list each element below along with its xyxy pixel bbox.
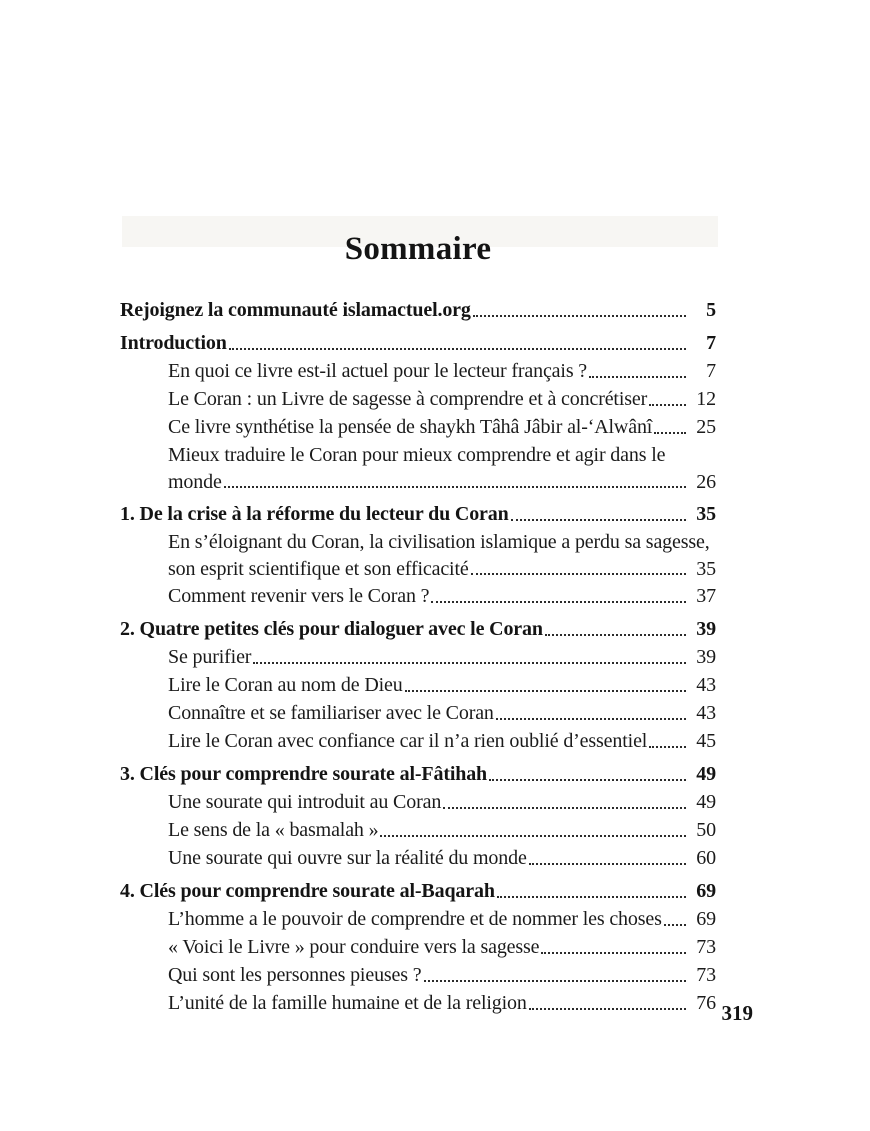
- toc-entry: [120, 933, 716, 961]
- toc-entry-page: 50: [696, 819, 716, 841]
- toc-entry-label: Introduction: [120, 332, 227, 354]
- toc-entry-label: monde: [168, 471, 222, 493]
- toc-entry-page: 69: [696, 908, 716, 930]
- toc-leader-dots: [253, 662, 686, 664]
- toc-leader-dots: [589, 376, 686, 378]
- toc-entry-label: En quoi ce livre est-il actuel pour le lecteur français ?: [168, 360, 588, 382]
- toc-entry-label: L’homme a le pouvoir de comprendre et de nommer les choses: [168, 908, 662, 930]
- toc-entry-page: 7: [706, 332, 716, 354]
- toc-entry-label: Une sourate qui introduit au Coran: [168, 791, 442, 813]
- toc-leader-dots: [224, 486, 686, 488]
- toc-entry-label: Le sens de la « basmalah »: [168, 819, 379, 841]
- toc-leader-dots: [664, 924, 686, 926]
- toc-leader-dots: [649, 746, 686, 748]
- toc-entry-label: Connaître et se familiariser avec le Coran: [168, 702, 494, 724]
- toc-entry-page: 25: [696, 416, 716, 438]
- toc-entry-label: 2. Quatre petites clés pour dialoguer avec le Coran: [120, 618, 543, 640]
- toc-entry: [120, 528, 716, 556]
- toc-leader-dots: [471, 573, 686, 575]
- toc-entry-label: Qui sont les personnes pieuses ?: [168, 964, 422, 986]
- toc-entry: [120, 699, 716, 727]
- toc-entry-page: 76: [696, 992, 716, 1014]
- toc-section-entry: [120, 500, 716, 528]
- toc-leader-dots: [511, 519, 686, 521]
- toc-entry: [120, 469, 716, 495]
- toc-section-entry: [120, 329, 716, 357]
- toc-entry: [120, 643, 716, 671]
- toc-entry-label: 4. Clés pour comprendre sourate al-Baqarah: [120, 880, 495, 902]
- toc-entry-label: Lire le Coran au nom de Dieu: [168, 674, 403, 696]
- toc-entry: [120, 556, 716, 582]
- toc-entry: [120, 441, 716, 469]
- toc-entry-label: Mieux traduire le Coran pour mieux comprendre et agir dans le: [168, 444, 666, 466]
- toc-entry: [120, 961, 716, 989]
- toc-leader-dots: [545, 634, 686, 636]
- toc-entry: [120, 816, 716, 844]
- toc-entry-page: 49: [696, 791, 716, 813]
- toc-entry-label: Ce livre synthétise la pensée de shaykh Tâhâ Jâbir al-‘Alwânî: [168, 416, 653, 438]
- page-title: Sommaire: [344, 231, 492, 268]
- toc-entry-label: 1. De la crise à la réforme du lecteur du Coran: [120, 503, 509, 525]
- toc-entry-page: 45: [696, 730, 716, 752]
- toc-entry-page: 49: [696, 763, 716, 785]
- toc-entry-page: 73: [696, 936, 716, 958]
- toc-entry-page: 12: [696, 388, 716, 410]
- toc-leader-dots: [443, 807, 686, 809]
- toc-entry-label: « Voici le Livre » pour conduire vers la sagesse: [168, 936, 540, 958]
- toc-entry: [120, 413, 716, 441]
- toc-leader-dots: [496, 718, 686, 720]
- toc-entry-label: 3. Clés pour comprendre sourate al-Fâtihah: [120, 763, 488, 785]
- toc-entry-label: Comment revenir vers le Coran ?: [168, 585, 430, 607]
- toc-entry: [120, 385, 716, 413]
- toc-entry: [120, 357, 716, 385]
- toc-entry-label: Lire le Coran avec confiance car il n’a rien oublié d’essentiel: [168, 730, 648, 752]
- toc-leader-dots: [489, 779, 686, 781]
- toc-entry-page: 60: [696, 847, 716, 869]
- toc-entry-page: 39: [696, 646, 716, 668]
- toc-section-entry: [120, 760, 716, 788]
- toc-leader-dots: [541, 952, 686, 954]
- toc-list: [120, 291, 716, 1017]
- toc-entry-label: Se purifier: [168, 646, 252, 668]
- toc-entry-page: 35: [696, 503, 716, 525]
- toc-section-entry: [120, 615, 716, 643]
- toc-leader-dots: [497, 896, 686, 898]
- toc-entry-page: 43: [696, 702, 716, 724]
- toc-entry-page: 43: [696, 674, 716, 696]
- toc-entry: [120, 727, 716, 755]
- toc-entry-page: 5: [706, 299, 716, 321]
- toc-leader-dots: [649, 404, 686, 406]
- toc-entry-page: 26: [696, 471, 716, 493]
- toc-leader-dots: [405, 690, 686, 692]
- toc-leader-dots: [431, 601, 686, 603]
- toc-entry: [120, 844, 716, 872]
- toc-entry-label: Le Coran : un Livre de sagesse à comprendre et à concrétiser: [168, 388, 648, 410]
- toc-entry-page: 39: [696, 618, 716, 640]
- folio-page-number: 319: [721, 1001, 753, 1025]
- toc-leader-dots: [229, 348, 686, 350]
- toc-section-entry: [120, 877, 716, 905]
- toc-entry: [120, 905, 716, 933]
- toc-leader-dots: [424, 980, 687, 982]
- toc-entry-page: 7: [706, 360, 716, 382]
- toc-entry-label: son esprit scientifique et son efficacité: [168, 558, 469, 580]
- toc-entry-label: Rejoignez la communauté islamactuel.org: [120, 299, 471, 321]
- toc-entry: [120, 788, 716, 816]
- toc-entry-label: L’unité de la famille humaine et de la religion: [168, 992, 527, 1014]
- toc-entry-page: 35: [696, 558, 716, 580]
- toc-section-entry: [120, 296, 716, 324]
- toc-entry-page: 37: [696, 585, 716, 607]
- toc-entry-label: Une sourate qui ouvre sur la réalité du monde: [168, 847, 527, 869]
- toc-entry: [120, 582, 716, 610]
- toc-leader-dots: [529, 863, 686, 865]
- toc-entry-label: En s’éloignant du Coran, la civilisation islamique a perdu sa sagesse,: [168, 531, 710, 553]
- toc-entry-page: 73: [696, 964, 716, 986]
- toc-leader-dots: [654, 432, 686, 434]
- toc-entry-page: 69: [696, 880, 716, 902]
- toc-leader-dots: [380, 835, 686, 837]
- toc-leader-dots: [473, 315, 686, 317]
- toc-entry: [120, 671, 716, 699]
